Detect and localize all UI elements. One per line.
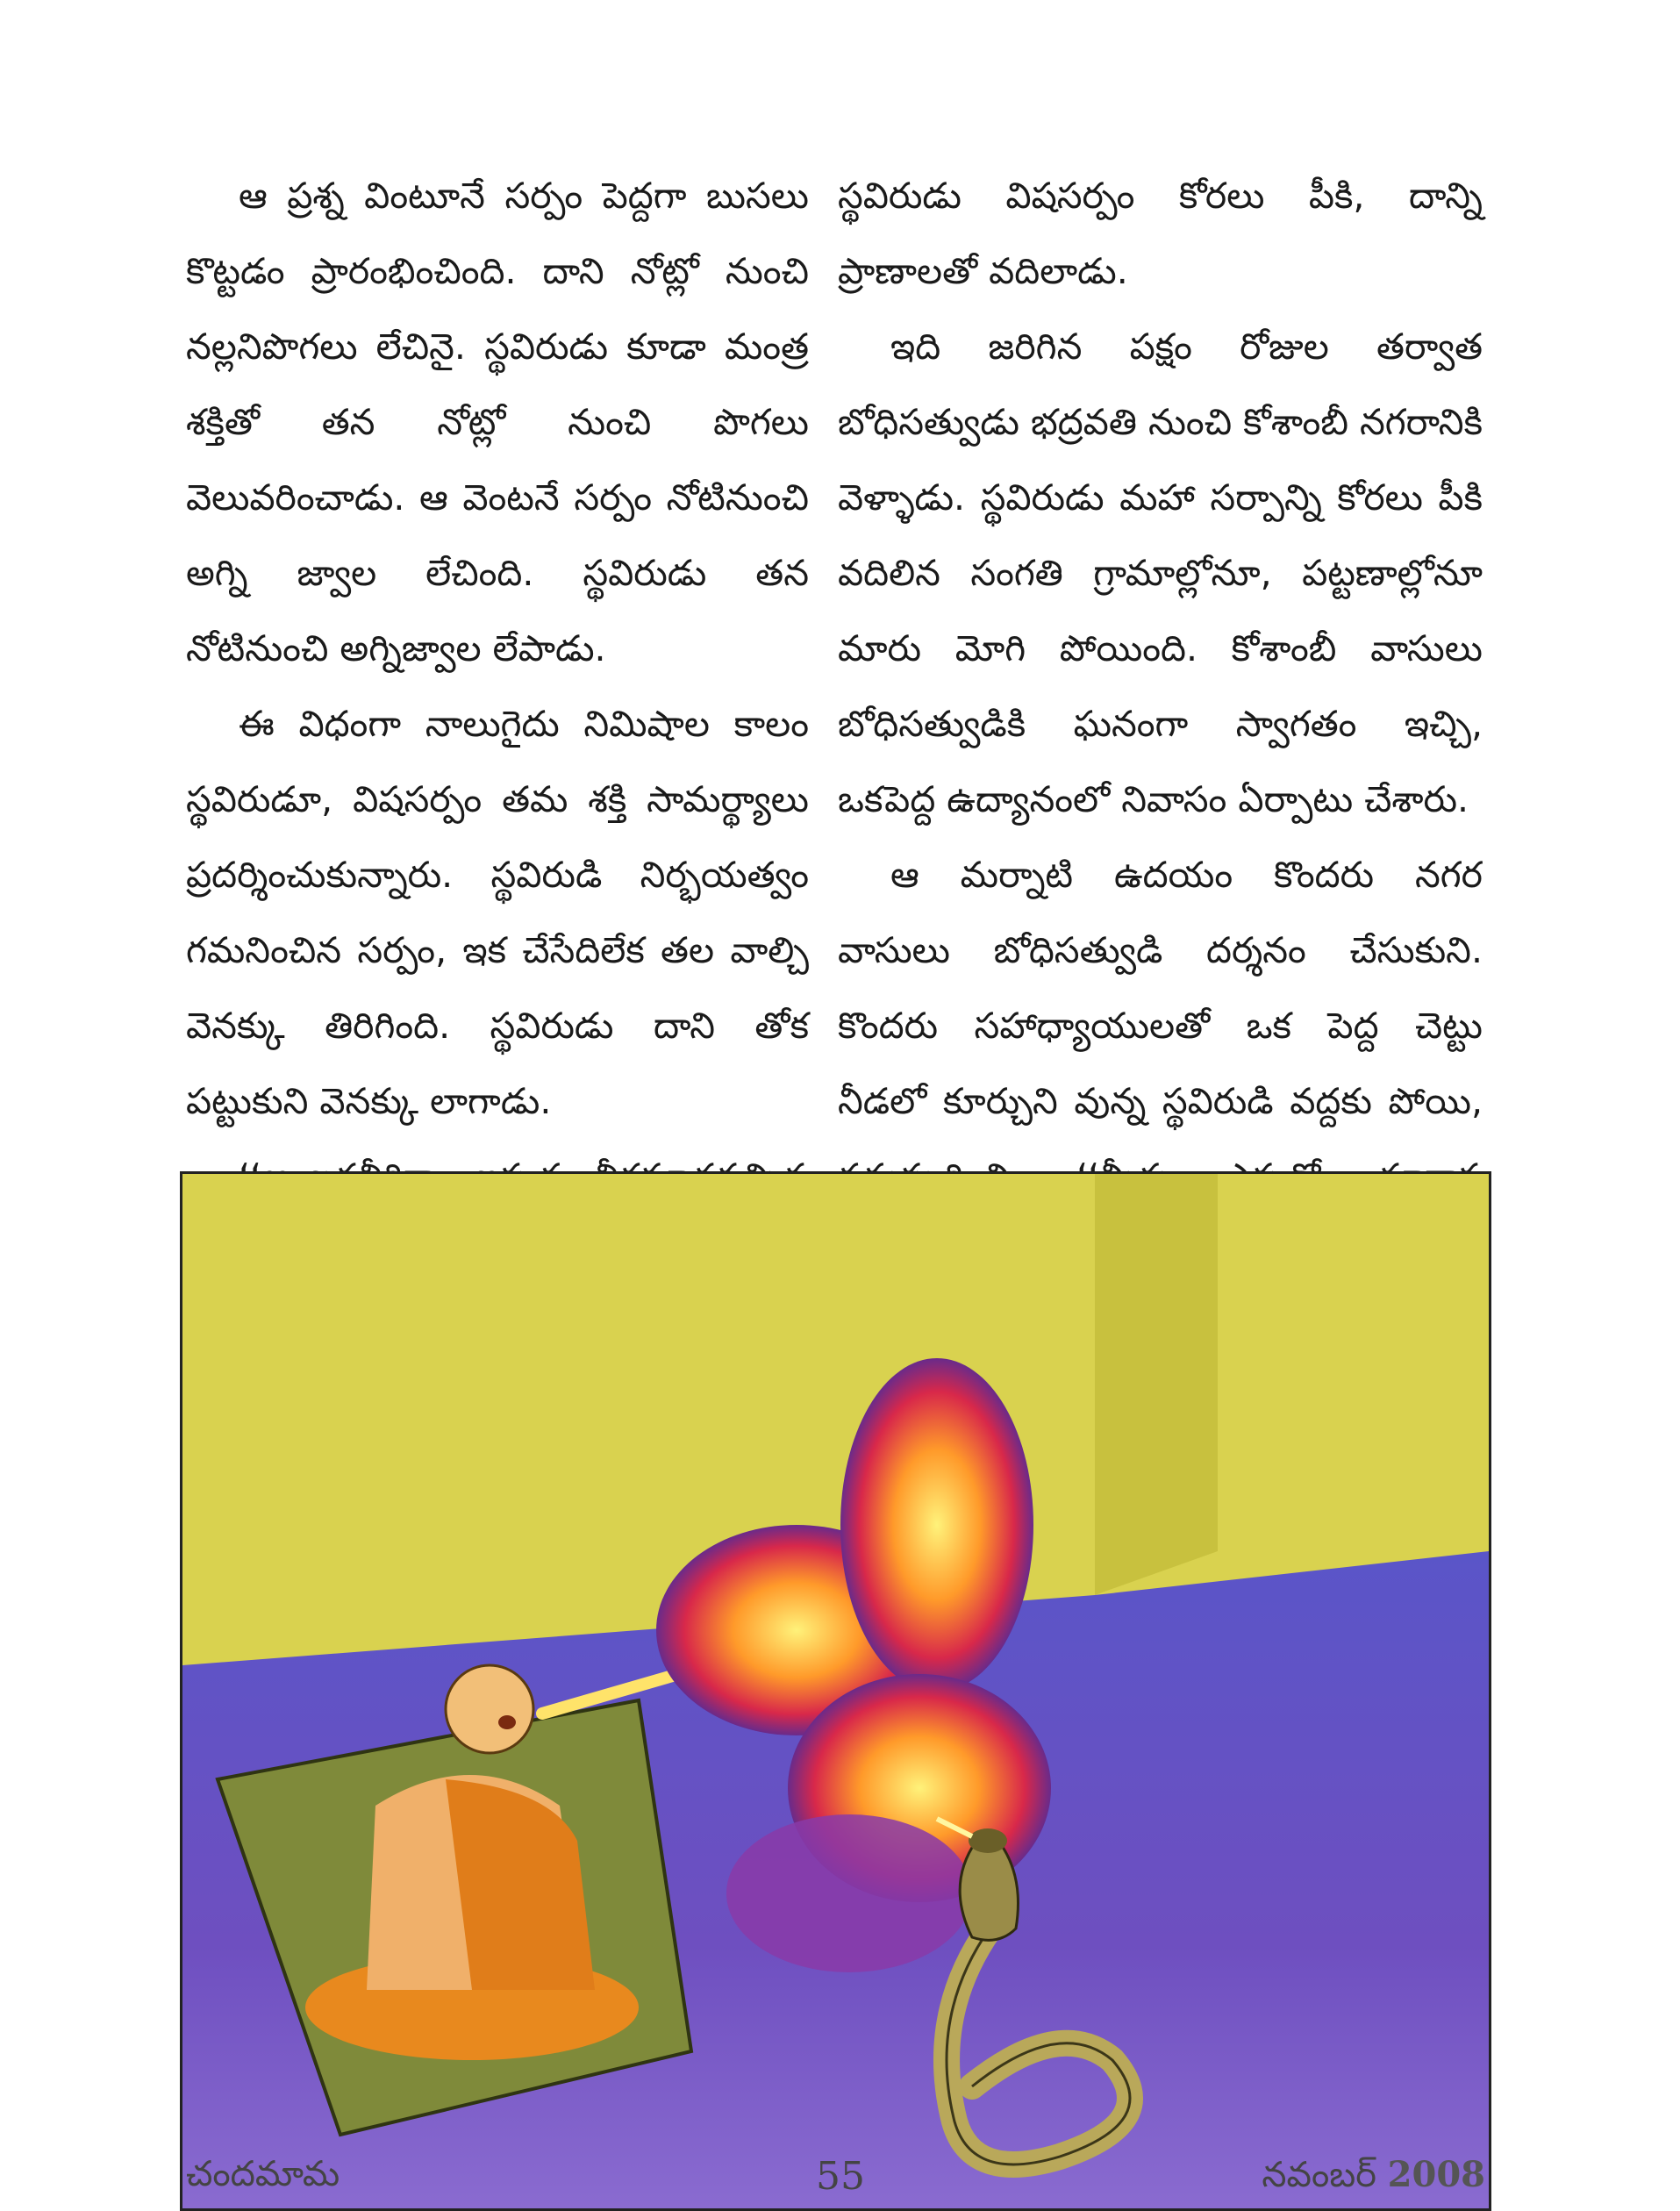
paragraph: ఆ మర్నాటి ఉదయం కొందరు నగర వాసులు బోధిసత్వుడి దర్శనం చేసుకుని. కొందరు సహాధ్యాయులతో ఒక పెద్ద చెట్టు నీడలో కూర్చుని వున్న స్థవిరుడి వద్దకు పోయి, (838, 854, 1483, 1122)
paragraph: స్థవిరుడు విషసర్పం కోరలు పీకి, దాన్ని ప్రాణాలతో వదిలాడు. (838, 175, 1483, 292)
footer-magazine-name: చందమామ (186, 2154, 340, 2194)
wall-corner-shadow (1095, 1174, 1218, 1595)
paragraph: ఈ విధంగా నాలుగైదు నిమిషాల కాలం స్థవిరుడూ, విషసర్పం తమ శక్తి సామర్థ్యాలు ప్రదర్శించుకున్నారు. స్థవిరుడి నిర్భయత్వం గమనించిన సర్పం, ఇక చేసేదిలేక తల వాల్చి వెనక్కు తిరిగింది. స్థవిరుడు దాని తోక పట్టుకుని వెనక్కు లాగాడు. (186, 703, 809, 1122)
footer-year: 2008 (1387, 2154, 1485, 2195)
footer-page-number: 55 (816, 2154, 865, 2199)
story-illustration (180, 1171, 1491, 2211)
footer-month: నవంబర్ (1262, 2155, 1376, 2195)
right-column (838, 158, 1483, 1290)
paragraph: ఆ ప్రశ్న వింటూనే సర్పం పెద్దగా బుసలు కొట్టడం ప్రారంభించింది. దాని నోట్లో నుంచి నల్లనిపొగలు లేచినై. స్థవిరుడు కూడా మంత్ర శక్తితో తన నోట్లో నుంచి పొగలు వెలువరించాడు. ఆ వెంటనే సర్పం నోటినుంచి అగ్ని జ్వాల లేచింది. స్థవిరుడు తన నోటినుంచి అగ్నిజ్వాల లేపాడు. (186, 175, 809, 669)
paragraph: ఇది జరిగిన పక్షం రోజుల తర్వాత బోధిసత్వుడు భద్రవతి నుంచి కోశాంబీ నగరానికి వెళ్ళాడు. స్థవిరుడు మహా సర్పాన్ని కోరలు పీకి వదిలిన సంగతి గ్రామాల్లోనూ, పట్టణాల్లోనూ మారు మోగి పోయింది. కోశాంబీ వాసులు బోధిసత్వుడికి ఘనంగా స్వాగతం ఇచ్చి, ఒకపెద్ద ఉద్యానంలో నివాసం ఏర్పాటు చేశారు. (838, 326, 1483, 820)
footer-issue-date (1262, 2154, 1485, 2204)
